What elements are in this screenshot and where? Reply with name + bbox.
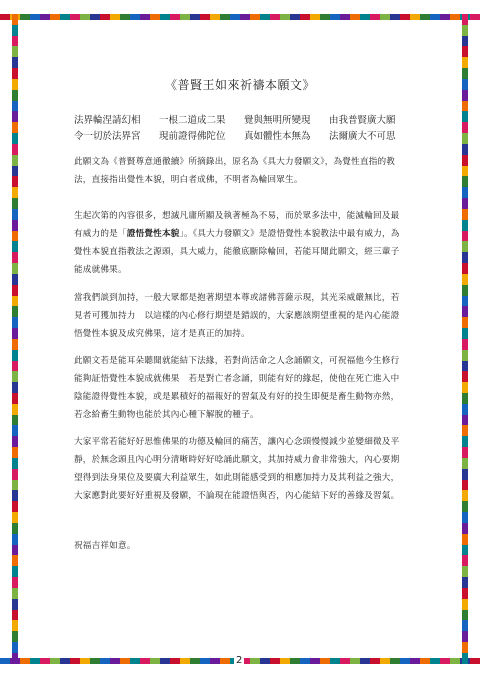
paragraph-practice: 大家平常若能好好思惟佛果的功德及輪回的痛苦，讓內心念頭慢慢減少並變細微及平靜，於無念頭且內心明分清晰時好好唸誦此願文，其加持威力會非常強大，內心要期望得到法身果位及要廣大利益眾生，如此則能感受到的相應加持力及其利益之強大，大家應對此要好好重視及發願，不論現在能證悟與否，內心能結下好的善緣及習氣。 bbox=[74, 437, 400, 501]
verse-phrase: 一根二道成二果 bbox=[159, 115, 226, 126]
verse-phrase: 現前證得佛陀位 bbox=[159, 131, 226, 142]
page-number: 2 bbox=[236, 655, 243, 666]
paragraph-generation-stage bbox=[74, 207, 407, 279]
paragraph-hearing: 此願文若是能耳朵聽聞就能結下法緣，若對尚活命之人念誦願文，可祝福他今生修行能夠証悟覺性本貌成就佛果 若是對亡者念誦，則能有好的緣起，使他在死亡進入中陰能證得覺性本貌，或是累積好的福報好的習氣及有好的投生即便是畜生動物亦然，若念給畜生動物也能於其內心種下解脫的種子。 bbox=[74, 356, 400, 420]
verse-line-1 bbox=[74, 112, 414, 126]
paragraph-blessing: 當我們談到加持，一般大眾都是抱著期望本尊或諸佛菩薩示現，其光采威嚴無比，若見者可獲加持力 以這樣的內心修行期望是錯誤的，大家應該期望重視的是內心能證悟覺性本貌及成究佛果，這才是真正的加持。 bbox=[74, 293, 400, 339]
paragraph-closing: 祝福吉祥如意。 bbox=[74, 541, 136, 551]
verse-line-2 bbox=[74, 128, 414, 142]
document-title: 《普賢王如來祈禱本願文》 bbox=[164, 78, 315, 92]
verse-phrase: 法爾廣大不可思 bbox=[329, 131, 396, 142]
verse-phrase: 覺與無明所變現 bbox=[244, 115, 311, 126]
verse-phrase: 由我普賢廣大願 bbox=[329, 115, 396, 126]
paragraph-text: 生起次第的內容很多，想滅凡庸所顯及執著極為不易，而於眾多法中，能滅輪回及最有威力的是「 bbox=[74, 211, 400, 239]
verse-phrase: 真如體性本無為 bbox=[244, 131, 311, 142]
paragraph-text: 」。《具大力發願文》是證悟覺性本貌教法中最有威力，為覺性本貌直指教法之源頭，具大威力，能徹底斷除輪回，若能耳聞此願文，經三輩子能成就佛果。 bbox=[74, 229, 400, 275]
emphasized-text: 證悟覺性本貌 bbox=[126, 229, 180, 239]
verse-phrase: 令一切於法界宮 bbox=[74, 131, 141, 142]
verse-phrase: 法界輪涅請幻相 bbox=[74, 115, 141, 126]
paragraph-intro: 此願文為《普賢尊意通徹續》所摘錄出，原名為《具大力發願文》，為覺性直指的教法，直接指出覺性本貌，明白者成佛，不明者為輪回眾生。 bbox=[74, 157, 396, 185]
